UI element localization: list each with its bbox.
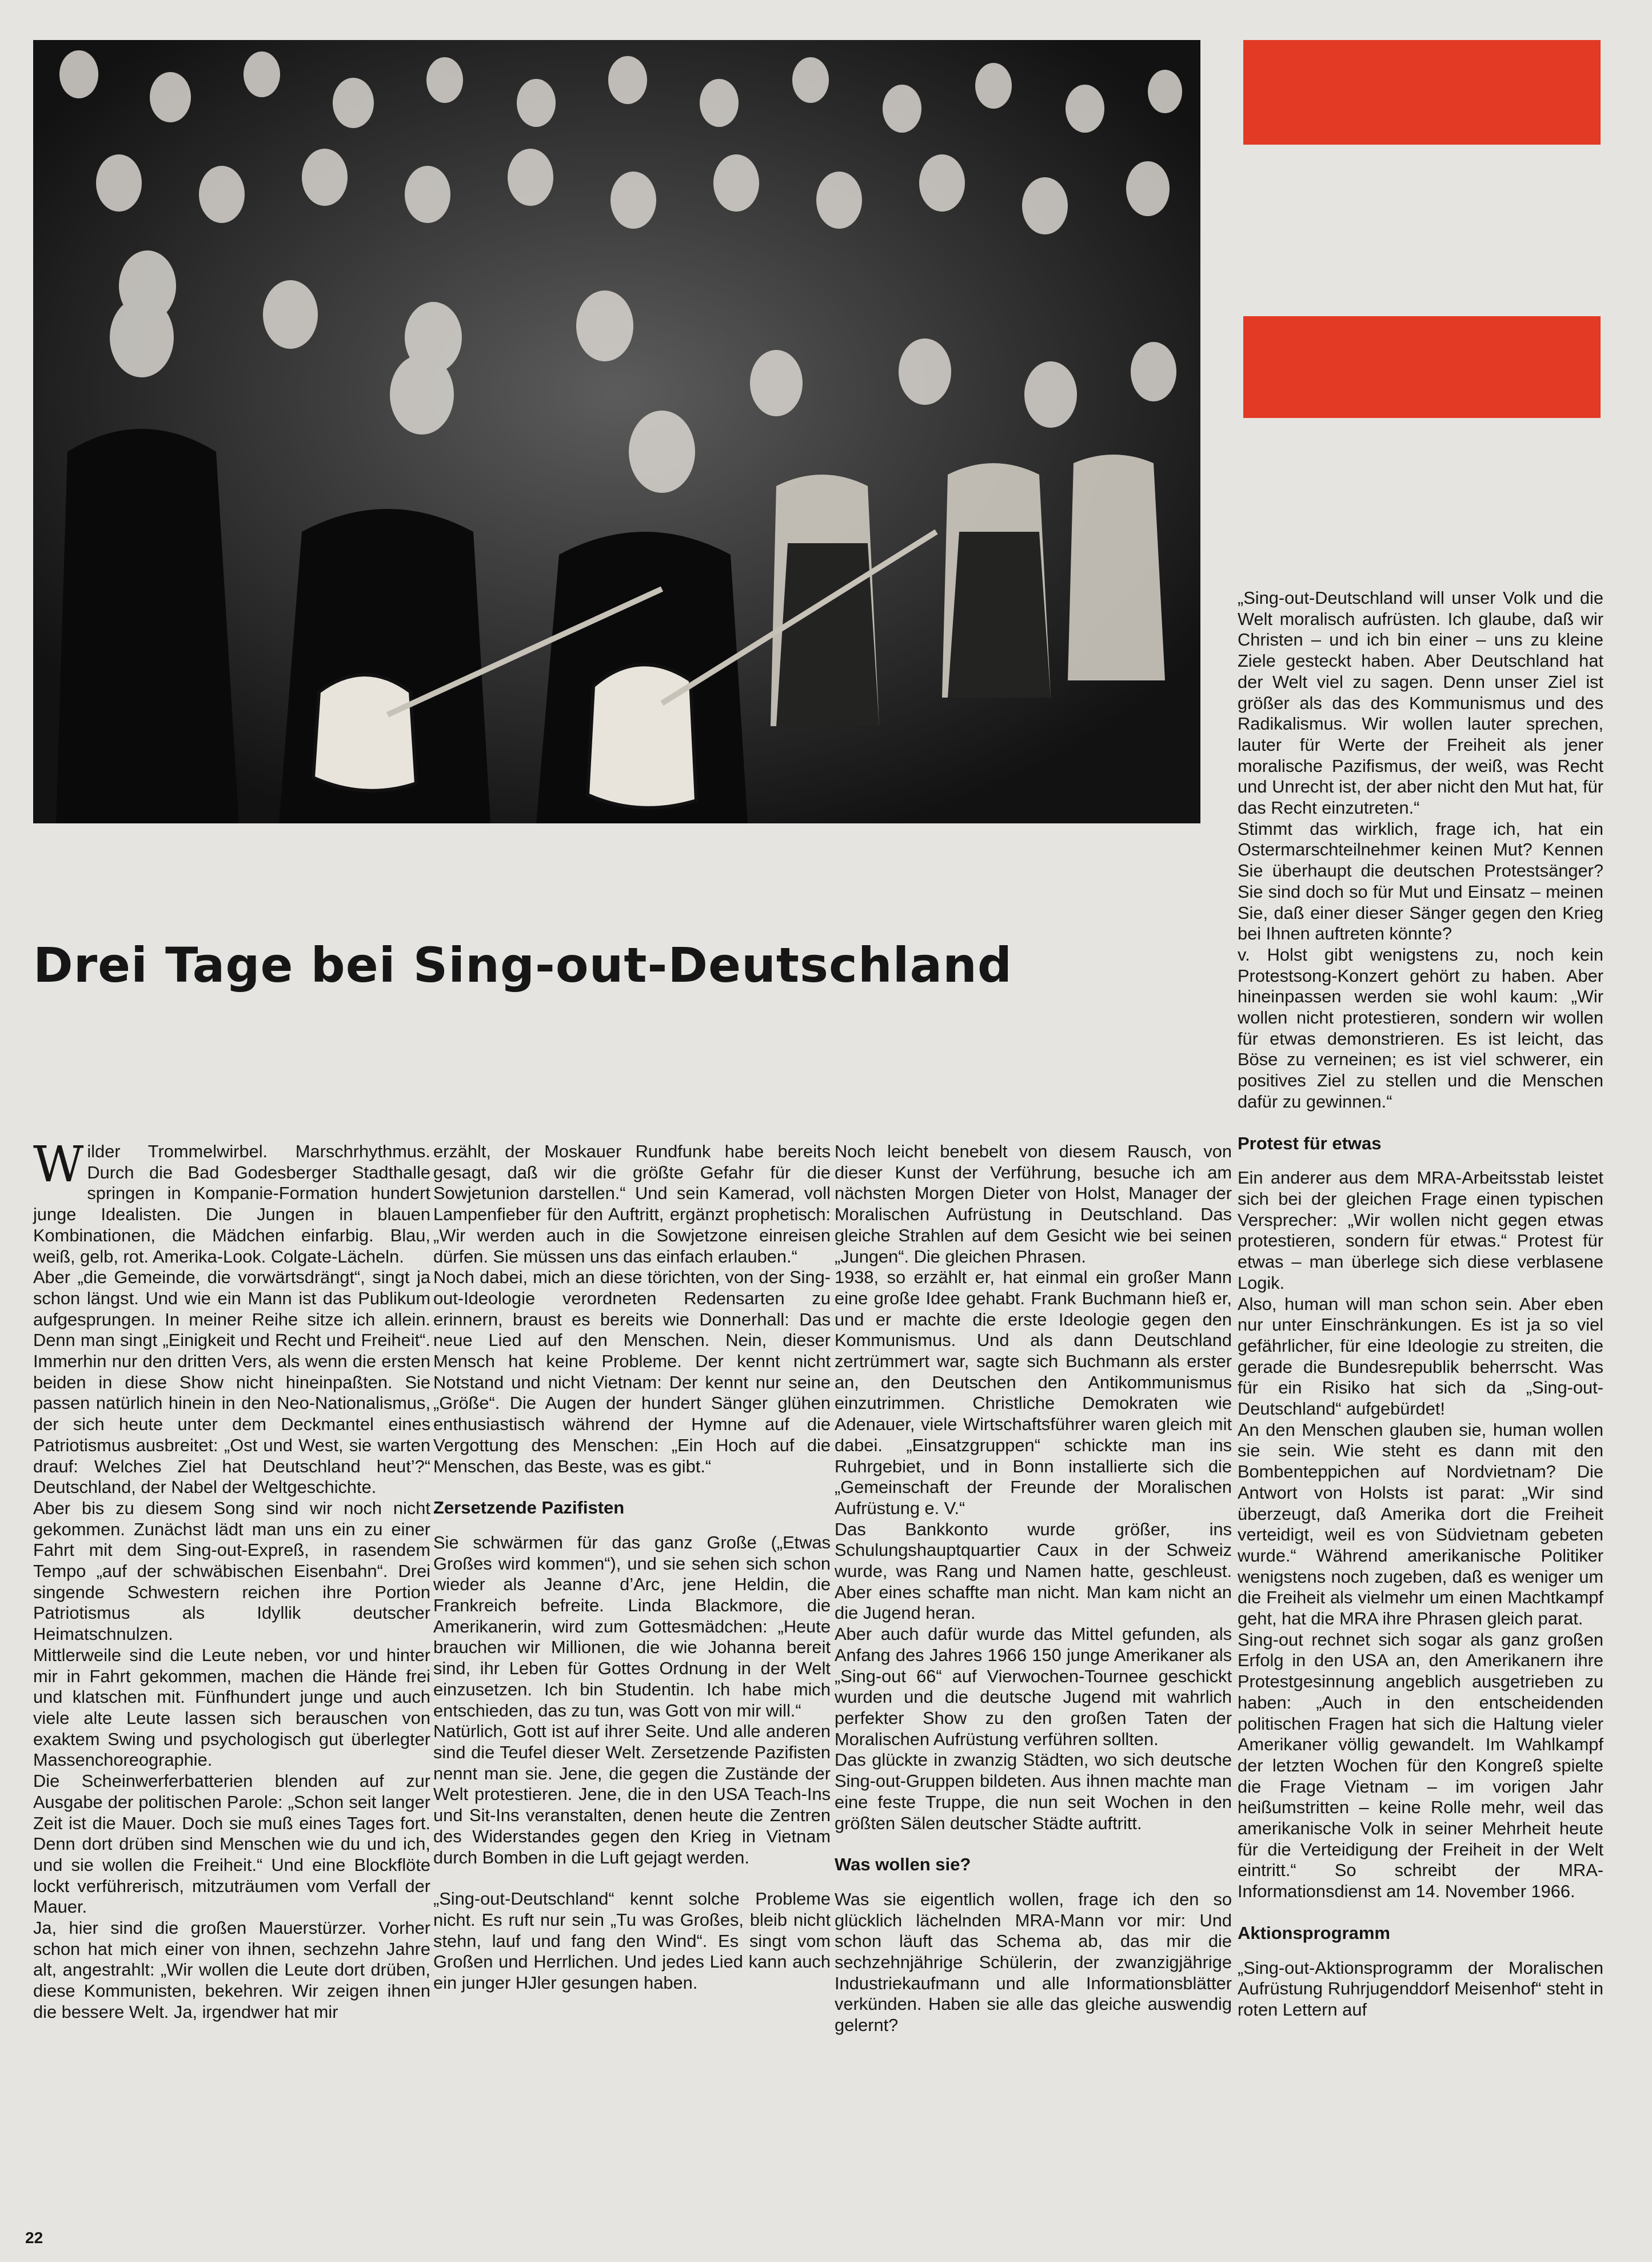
paragraph: „Sing-out-Deutschland will unser Volk und die Welt moralisch aufrüsten. Ich glaube, daß wir Christen – und ich bin einer – uns zu kleine Ziele gesteckt haben. Aber Deutschland hat der Welt viel zu sagen. Denn unser Ziel ist größer als das des Kommunismus und des Radikalismus. Wir wollen lauter sprechen, lauter für Werte der Freiheit als jener moralische Pazifismus, der weiß, was Recht und Unrecht ist, der aber nicht den Mut hat, für das Recht einzutreten.“ xyxy=(1238,588,1603,818)
article-column-1 xyxy=(33,1136,430,2023)
section-heading: Aktionsprogramm xyxy=(1238,1922,1390,1943)
paragraph: An den Menschen glauben sie, human wollen sie sein. Wie steht es dann mit den Bombenteppichen auf Nordvietnam? Die Antwort von Holsts ist parat: „Wir sind überzeugt, daß Amerika dort die Freiheit verteidigt, weil es von Südvietnam gebeten wurde.“ Während amerikanische Politiker wenigstens noch zugeben, daß es weniger um die Freiheit als vielmehr um einen Machtkampf geht, hat die MRA ihre Phrasen gleich parat. xyxy=(1238,1419,1603,1629)
paragraph: Noch dabei, mich an diese törichten, von der Sing-out-Ideologie verordneten Redensarten zu erinnern, braust es bereits wie Donnerhall: Das neue Lied auf den Menschen. Nein, dieser Mensch hat keine Probleme. Der kennt nicht Notstand und nicht Vietnam: Der kennt nur seine „Größe“. Die Augen der hundert Sänger glühen enthusiastisch während der Hymne auf die Vergottung des Menschen: „Ein Hoch auf die Menschen, das Beste, was es gibt.“ xyxy=(433,1267,831,1476)
paragraph: „Sing-out-Deutschland“ kennt solche Probleme nicht. Es ruft nur sein „Tu was Großes, bleib nicht stehn, lauf und fang den Wind“. Es singt vom Großen und Herrlichen. Und jedes Lied kann auch ein junger HJler gesungen haben. xyxy=(433,1889,831,1993)
paragraph: Aber auch dafür wurde das Mittel gefunden, als Anfang des Jahres 1966 150 junge Amerikaner als „Sing-out 66“ auf Vierwochen-Tournee geschickt wurden und die deutsche Jugend mit wahrlich perfekter Show zu den großen Taten der Moralischen Aufrüstung verführen sollten. xyxy=(835,1624,1232,1749)
paragraph: Mittlerweile sind die Leute neben, vor und hinter mir in Fahrt gekommen, machen die Hände frei und klatschen mit. Fünfhundert junge und auch viele alte Leute lassen sich berauschen von exaktem Swing und psychologisch gut überlegter Massenchoreographie. xyxy=(33,1644,430,1770)
paragraph: Sing-out rechnet sich sogar als ganz großen Erfolg in den USA an, den Amerikanern ihre Protestgesinnung angeblich ausgetrieben zu haben: „Auch in den entscheidenden politischen Fragen hat sich die Haltung vieler Amerikaner völlig gewandelt. Im Wahlkampf der letzten Wochen für den Kongreß spielte die Frage Vietnam – im vorigen Jahr heißumstritten – keine Rolle mehr, weil das amerikanische Volk in seiner Mehrheit heute für die Verteidigung der Freiheit in der Welt eintritt.“ So schreibt der MRA-Informationsdienst am 14. November 1966. xyxy=(1238,1629,1603,1902)
paragraph: 1938, so erzählt er, hat einmal ein großer Mann eine große Idee gehabt. Frank Buchmann hieß er, und er machte die erste Ideologie gegen den Kommunismus. Und als dann Deutschland zertrümmert war, sagte sich Buchmann als erster an, den Deutschen den Antikommunismus einzutrimmen. Christliche Demokraten wie Adenauer, viele Wirtschaftsführer waren gleich mit dabei. „Einsatzgruppen“ schickte man ins Ruhrgebiet, und in Bonn installierte sich die „Gemeinschaft der Freunde der Moralischen Aufrüstung e. V.“ xyxy=(835,1267,1232,1518)
paragraph: Aber bis zu diesem Song sind wir noch nicht gekommen. Zunächst lädt man uns ein zu einer Fahrt mit dem Sing-out-Expreß, in rasendem Tempo „auf der schwäbischen Eisenbahn“. Drei singende Schwestern reichen ihre Portion Patriotismus als Idyllik deutscher Heimatschnulzen. xyxy=(33,1498,430,1644)
band-and-choir-photo xyxy=(33,40,1200,823)
page-number: 22 xyxy=(25,2229,43,2247)
section-heading: Was wollen sie? xyxy=(835,1854,971,1875)
section-heading: Protest für etwas xyxy=(1238,1133,1382,1153)
article-headline: Drei Tage bei Sing-out-Deutschland xyxy=(33,937,1013,993)
article-column-4 xyxy=(1238,588,1603,2021)
paragraph: Ein anderer aus dem MRA-Arbeitsstab leistet sich bei der gleichen Frage einen typischen Versprecher: „Wir wollen nicht gegen etwas protestieren, sondern für etwas.“ Protest für etwas – man überlege sich diese verblasene Logik. xyxy=(1238,1168,1603,1293)
paragraph: Ja, hier sind die großen Mauerstürzer. Vorher schon hat mich einer von ihnen, sechzehn Jahre alt, angestrahlt: „Wir wollen die Leute dort drüben, diese Kommunisten, bekehren. Wir zeigen ihnen die bessere Welt. Ja, irgendwer hat mir xyxy=(33,1918,430,2022)
red-accent-block-top xyxy=(1243,40,1601,145)
paragraph: Die Scheinwerferbatterien blenden auf zur Ausgabe der politischen Parole: „Schon seit langer Zeit ist die Mauer. Doch sie muß eines Tages fort. Denn dort drüben sind Menschen wie du und ich, und sie wollen die Freiheit.“ Und eine Blockflöte lockt verführerisch, mitzuträumen vom Verfall der Mauer. xyxy=(33,1771,430,1917)
paragraph: Sie schwärmen für das ganz Große („Etwas Großes wird kommen“), und sie sehen sich schon wieder als Jeanne d’Arc, jene Heldin, die Frankreich befreite. Linda Blackmore, die Amerikanerin, wird zum Gottesmädchen: „Heute brauchen wir Millionen, die wie Johanna bereit sind, ihr Leben für Gottes Ordnung in der Welt einzusetzen. Ich bin Studentin. Ich habe mich entschieden, das zu tun, was Gott von mir will.“ xyxy=(433,1532,831,1721)
paragraph: Das glückte in zwanzig Städten, wo sich deutsche Sing-out-Gruppen bildeten. Aus ihnen machte man eine feste Truppe, die nun seit Wochen in den größten Sälen deutscher Städte auftritt. xyxy=(835,1750,1232,1833)
paragraph: Was sie eigentlich wollen, frage ich den so glücklich lächelnden MRA-Mann vor mir: Und schon läuft das Schema ab, das mir die sechzehnjährige Schülerin, der zwanzigjährige Industriekaufmann und alle Informationsblätter verkünden. Haben sie alle das gleiche auswendig gelernt? xyxy=(835,1889,1232,2036)
article-column-3 xyxy=(835,1141,1232,2036)
section-heading: Zersetzende Pazifisten xyxy=(433,1498,625,1518)
paragraph: Also, human will man schon sein. Aber eben nur unter Einschränkungen. Es ist ja so viel gefährlicher, für eine Ideologie zu streiten, die gerade die Bundesrepublik beherrscht. Was für ein Risiko hat sich da „Sing-out-Deutschland“ aufgebürdet! xyxy=(1238,1293,1603,1419)
red-accent-block-bottom xyxy=(1243,316,1601,418)
paragraph: Natürlich, Gott ist auf ihrer Seite. Und alle anderen sind die Teufel dieser Welt. Zersetzende Pazifisten nennt man sie. Jene, die gegen die Zustände der Welt protestieren. Jene, die in den USA Teach-Ins und Sit-Ins veranstalten, denen heute die Zentren des Widerstandes gegen den Krieg in Vietnam durch Bomben in die Luft gejagt werden. xyxy=(433,1721,831,1867)
paragraph: Noch leicht benebelt von diesem Rausch, von dieser Kunst der Verführung, besuche ich am nächsten Morgen Dieter von Holst, Manager der Moralischen Aufrüstung in Deutschland. Das gleiche Strahlen auf dem Gesicht wie bei seinen „Jungen“. Die gleichen Phrasen. xyxy=(835,1141,1232,1267)
paragraph: Das Bankkonto wurde größer, ins Schulungshauptquartier Caux in der Schweiz wurde, was Rang und Namen hatte, geschleust. Aber eines schaffte man nicht. Man kam nicht an die Jugend heran. xyxy=(835,1519,1232,1623)
paragraph: Aber „die Gemeinde, die vorwärtsdrängt“, singt ja schon längst. Und wie ein Mann ist das Publikum aufgesprungen. In meiner Reihe sitze ich allein. Denn man singt „Einigkeit und Recht und Freiheit“. Immerhin nur den dritten Vers, als wenn die ersten beiden in diese Show nicht hineinpaßten. Sie passen natürlich hinein in den Neo-Nationalismus, der sich heute unter dem Deckmantel eines Patriotismus ausbreitet: „Ost und West, sie warten drauf: Welches Ziel hat Deutschland heut’?“ Deutschland, der Nabel der Weltgeschichte. xyxy=(33,1267,430,1498)
paragraph: Wilder Trommelwirbel. Marschrhythmus. Durch die Bad Godesberger Stadthalle springen in Kompanie-Formation hundert junge Idealisten. Die Jungen in blauen Kombinationen, die Mädchen einfarbig. Blau, weiß, gelb, rot. Amerika-Look. Colgate-Lächeln. xyxy=(33,1136,430,1267)
paragraph: v. Holst gibt wenigstens zu, noch kein Protestsong-Konzert gehört zu haben. Aber hineinpassen werden sie wohl kaum: „Wir wollen nicht protestieren, sondern wir wollen für etwas demonstrieren. Es ist leicht, das Böse zu verneinen; es ist viel schwerer, ein positives Ziel zu stellen und die Menschen dafür zu gewinnen.“ xyxy=(1238,944,1603,1112)
paragraph: „Sing-out-Aktionsprogramm der Moralischen Aufrüstung Ruhrjugenddorf Meisenhof“ steht in roten Lettern auf xyxy=(1238,1957,1603,2020)
paragraph: Stimmt das wirklich, frage ich, hat ein Ostermarschteilnehmer keinen Mut? Kennen Sie überhaupt die deutschen Protestsänger? Sie sind doch so für Mut und Einsatz – meinen Sie, daß einer dieser Sänger gegen den Krieg bei Ihnen auftreten könnte? xyxy=(1238,818,1603,944)
paragraph: erzählt, der Moskauer Rundfunk habe bereits gesagt, daß wir die größte Gefahr für die Sowjetunion darstellen.“ Und sein Kamerad, voll Lampenfieber für den Auftritt, ergänzt prophetisch: „Wir werden auch in die Sowjetzone einreisen dürfen. Sie müssen uns das einfach erlauben.“ xyxy=(433,1141,831,1267)
article-column-2 xyxy=(433,1141,831,1994)
drop-cap: W xyxy=(33,1136,84,1193)
